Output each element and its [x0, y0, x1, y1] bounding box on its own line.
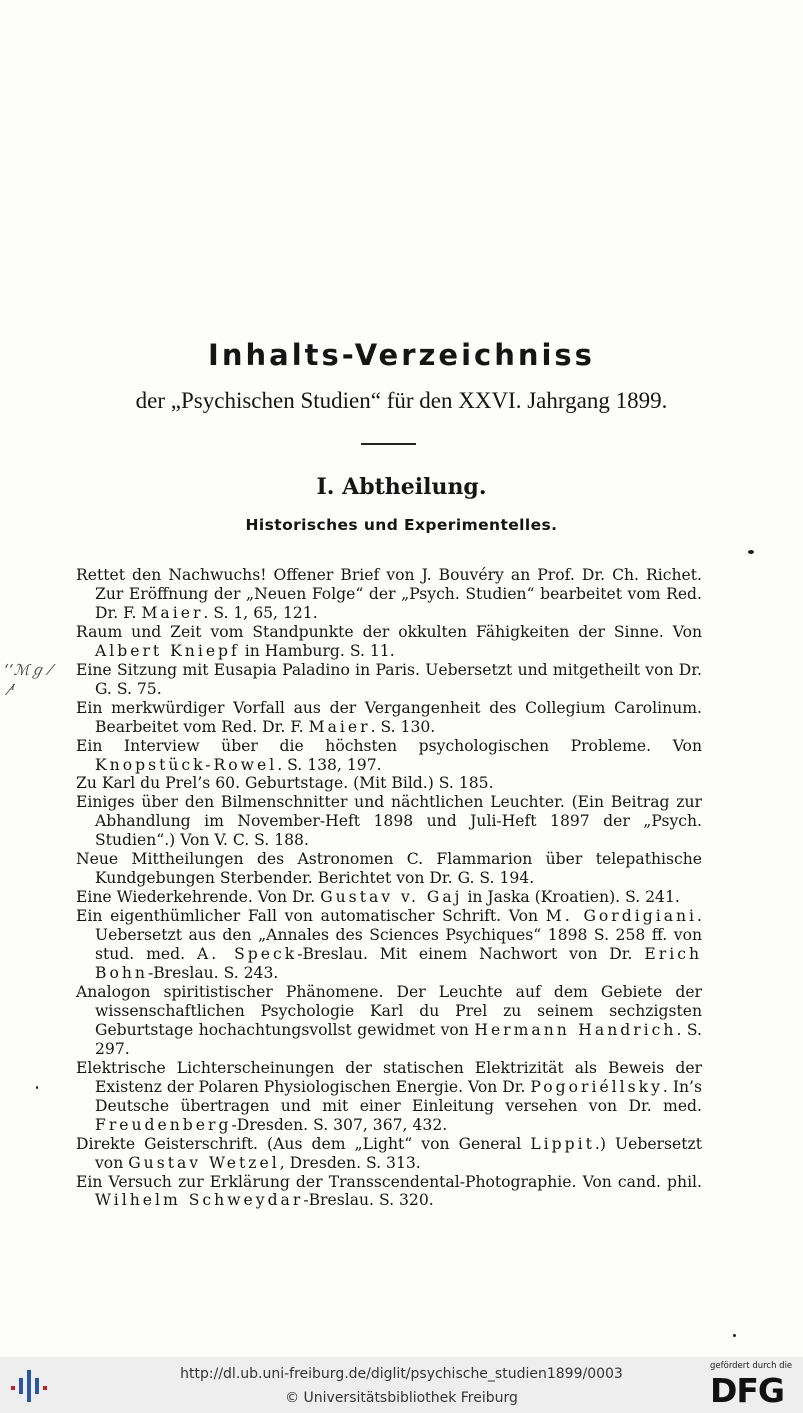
author-name: Hermann Handrich — [474, 1020, 677, 1039]
entry-text: Ein Interview über die höchsten psychologischen Probleme. Von — [76, 736, 702, 755]
toc-entry — [76, 850, 702, 888]
entry-text: Eine Wiederkehrende. Von Dr. — [76, 888, 321, 907]
author-name: Gustav v. Gaj — [320, 888, 463, 907]
ink-speck — [36, 1086, 38, 1089]
entry-text: Eine Sitzung mit Eusapia Paladino in Paris. Uebersetzt und mitgetheilt von Dr. G. S. 75. — [76, 660, 702, 698]
toc-entry — [76, 1173, 702, 1211]
author-name: Lippit — [530, 1134, 595, 1153]
entry-text: Direkte Geisterschrift. (Aus dem „Light“ von General — [76, 1134, 531, 1153]
subsection-heading: Historisches und Experimentelles. — [245, 516, 558, 534]
page-url-link[interactable]: http://dl.ub.uni-freiburg.de/diglit/psychische_studien1899/0003 — [180, 1366, 623, 1382]
toc-entry — [76, 623, 702, 661]
document-subtitle: der „Psychischen Studien“ für den XXVI. Jahrgang 1899. — [135, 388, 668, 413]
entry-text: -Dresden. S. 307, 367, 432. — [231, 1115, 448, 1134]
entry-text: . S. 138, 197. — [277, 755, 382, 774]
author-name: Pogoriéllsky — [530, 1077, 663, 1096]
entry-text: . Uebersetzt aus den „Annales des Sciences Psychiques“ 1898 S. 258 ff. von stud. med. — [95, 907, 702, 964]
toc-entry — [76, 1135, 702, 1173]
document-title: Inhalts-Verzeichniss — [208, 338, 595, 372]
entry-text: Ein merkwürdiger Vorfall aus der Vergangenheit des Collegium Carolinum. Bearbeitet vom Red. Dr. F. — [76, 698, 702, 736]
entry-text: Ein eigenthümlicher Fall von automatischer Schrift. Von — [76, 907, 546, 926]
author-name: Wilhelm Schweydar — [95, 1191, 304, 1210]
entry-text: , Dresden. S. 313. — [279, 1153, 421, 1172]
author-name: Erich Bohn — [95, 945, 702, 983]
entry-text: -Breslau. Mit einem Nachwort von Dr. — [297, 945, 645, 964]
toc-entry — [76, 699, 702, 737]
viewer-footer — [0, 1357, 803, 1413]
toc-entry — [76, 661, 702, 699]
entry-text: Analogon spiritistischer Phänomene. Der Leuchte auf dem Gebiete der wissenschaftlichen Psychologie Karl du Prel zu seinem sechzigsten Geburtstage hochachtungsvollst gewidmet von — [76, 982, 702, 1039]
toc-entry — [76, 907, 702, 983]
author-name: Knopstück-Rowel — [95, 755, 278, 774]
author-name: Maier — [141, 603, 204, 622]
entry-text: Rettet den Nachwuchs! Offener Brief von J. Bouvéry an Prof. Dr. Ch. Richet. Zur Eröffnung der „Neuen Folge“ der „Psych. Studien“ bearbeitet vom Red. Dr. F. — [76, 566, 702, 622]
toc-entry — [76, 737, 702, 775]
ink-speck — [748, 550, 754, 554]
entry-text: Ein Versuch zur Erklärung der Transscendental-Photographie. Von cand. phil. — [76, 1172, 702, 1191]
author-name: Maier — [308, 717, 371, 736]
handwritten-margin-note: ʻʻℳℊ ⁄ ⁄ᴵ — [4, 661, 52, 699]
entry-text: Zu Karl du Prel’s 60. Geburtstage. (Mit Bild.) S. 185. — [76, 774, 494, 793]
divider-rule — [361, 443, 416, 445]
section-heading: I. Abtheilung. — [316, 474, 487, 500]
author-name: M. Gordigiani — [545, 907, 698, 926]
entry-text: Neue Mittheilungen des Astronomen C. Flammarion über telepathische Kundgebungen Sterbender. Berichtet von Dr. G. S. 194. — [76, 850, 702, 888]
toc-entry — [76, 1059, 702, 1135]
dfg-caption: gefördert durch die — [710, 1361, 793, 1371]
ink-speck — [733, 1334, 736, 1337]
toc-entry — [76, 983, 702, 1059]
entry-text: . S. 130. — [370, 717, 436, 736]
toc-entry — [76, 793, 702, 850]
author-name: A. Speck — [197, 945, 298, 964]
toc-entry — [76, 888, 702, 907]
entry-text: . S. 1, 65, 121. — [203, 603, 318, 622]
entry-text: Einiges über den Bilmenschnitter und nächtlichen Leuchter. (Ein Beitrag zur Abhandlung im November-Heft 1898 und Juli-Heft 1897 der „Psych. Studien“.) Von V. C. S. 188. — [76, 793, 702, 850]
entry-text: . In’s Deutsche übertragen und mit einer Einleitung versehen von Dr. med. — [95, 1077, 702, 1115]
toc-entry — [76, 774, 702, 793]
entry-text: Raum und Zeit vom Standpunkte der okkulten Fähigkeiten der Sinne. Von — [76, 622, 702, 641]
table-of-contents — [76, 566, 702, 1210]
entry-text: .) Uebersetzt von — [95, 1134, 702, 1172]
entry-text: -Breslau. S. 243. — [147, 964, 279, 983]
author-name: Gustav Wetzel — [128, 1153, 280, 1172]
author-name: Freudenberg — [95, 1115, 232, 1134]
entry-text: . S. 297. — [95, 1020, 702, 1058]
author-name: Albert Kniepf — [95, 641, 240, 660]
entry-text: in Jaska (Kroatien). S. 241. — [462, 888, 680, 907]
copyright-notice: © Universitätsbibliothek Freiburg — [285, 1390, 518, 1406]
toc-entry — [76, 566, 702, 623]
entry-text: in Hamburg. S. 11. — [239, 641, 395, 660]
entry-text: -Breslau. S. 320. — [303, 1191, 434, 1210]
dfg-logo: DFG — [710, 1371, 785, 1410]
entry-text: Elektrische Lichterscheinungen der statischen Elektrizität als Beweis der Existenz der Polaren Physiologischen Energie. Von Dr. — [76, 1058, 702, 1096]
